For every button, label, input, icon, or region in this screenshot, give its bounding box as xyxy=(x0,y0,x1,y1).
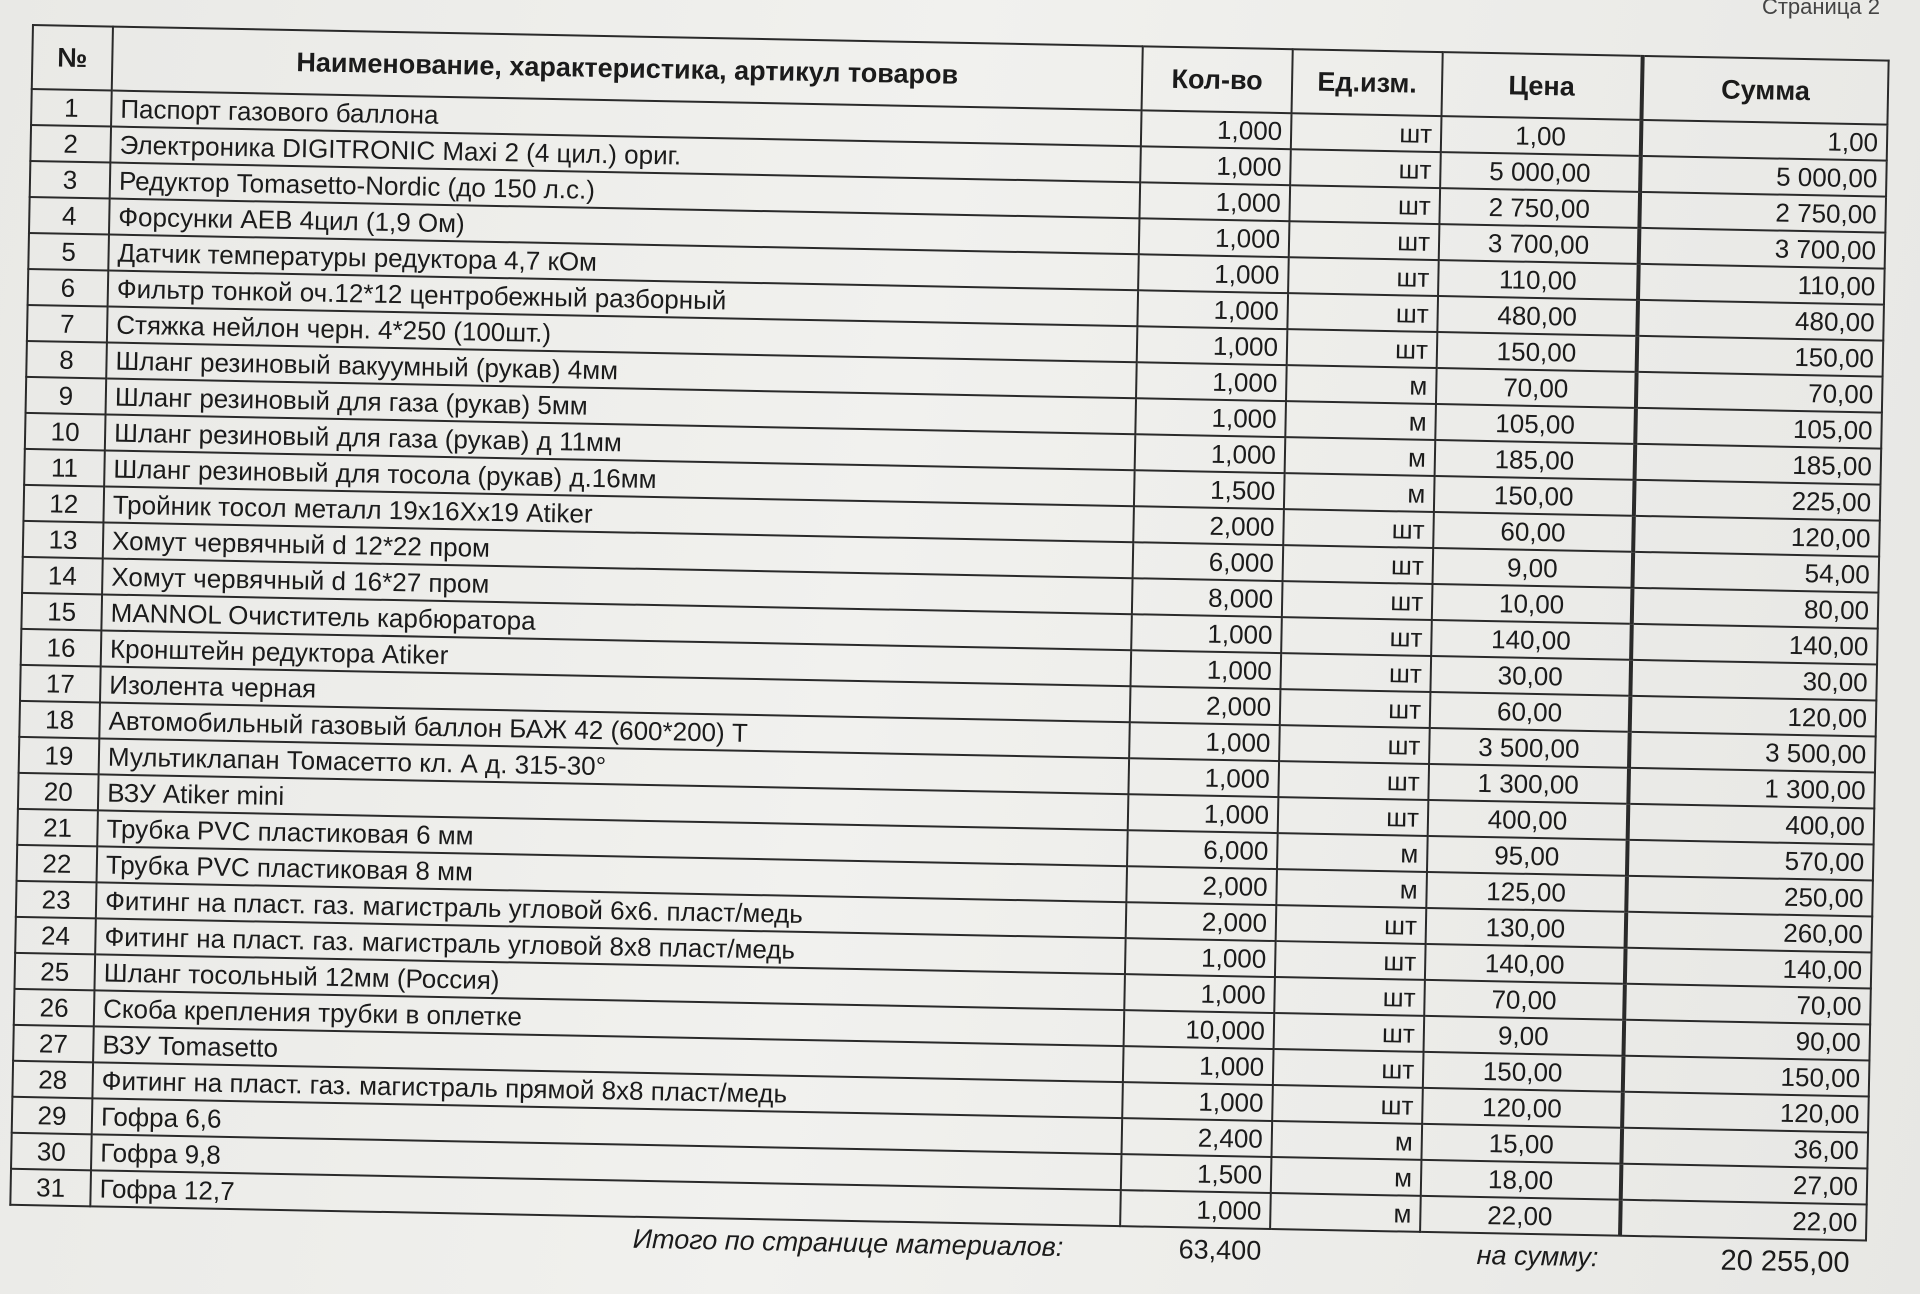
row-sum: 27,00 xyxy=(1621,1164,1868,1205)
row-name: Фитинг на пласт. газ. магистраль угловой 8х8 пласт/медь xyxy=(95,918,1126,974)
row-name: Шланг резиновый для тосола (рукав) д.16мм xyxy=(104,450,1135,506)
row-name: Трубка PVC пластиковая 6 мм xyxy=(97,810,1128,866)
row-name: ВЗУ Atiker mini xyxy=(98,774,1129,830)
totals-label: Итого по странице материалов: xyxy=(632,1223,1064,1263)
row-qty: 2,000 xyxy=(1133,506,1284,545)
row-name: Гофра 6,6 xyxy=(92,1098,1123,1154)
row-qty: 6,000 xyxy=(1133,542,1284,581)
row-name: Редуктор Tomasetto-Nordic (до 150 л.с.) xyxy=(110,163,1141,219)
row-num: 30 xyxy=(11,1133,92,1171)
row-price: 400,00 xyxy=(1428,800,1629,840)
row-num: 1 xyxy=(31,89,112,127)
row-price: 105,00 xyxy=(1435,404,1636,444)
row-num: 18 xyxy=(19,701,100,739)
totals-sum-label: на сумму: xyxy=(1476,1239,1599,1273)
row-unit: шт xyxy=(1278,797,1429,836)
row-num: 14 xyxy=(22,557,103,595)
row-price: 9,00 xyxy=(1433,548,1634,588)
row-price: 5 000,00 xyxy=(1440,152,1641,192)
row-unit: шт xyxy=(1275,941,1426,980)
row-num: 4 xyxy=(29,197,110,235)
row-qty: 2,000 xyxy=(1126,866,1277,905)
row-sum: 250,00 xyxy=(1626,876,1873,917)
row-num: 12 xyxy=(23,485,104,523)
row-price: 130,00 xyxy=(1426,908,1627,948)
row-name: Скоба крепления трубки в оплетке xyxy=(94,990,1125,1046)
row-num: 5 xyxy=(28,233,109,271)
row-sum: 105,00 xyxy=(1635,408,1882,449)
row-qty: 2,000 xyxy=(1130,686,1281,725)
row-qty: 1,000 xyxy=(1137,326,1288,365)
row-name: Паспорт газового баллона xyxy=(111,91,1142,147)
row-sum: 90,00 xyxy=(1623,1020,1870,1061)
row-price: 185,00 xyxy=(1435,440,1636,480)
row-sum: 140,00 xyxy=(1625,948,1872,989)
row-qty: 6,000 xyxy=(1127,830,1278,869)
row-num: 31 xyxy=(10,1169,91,1207)
row-name: Тройник тосол металл 19х16Хх19 Atiker xyxy=(103,486,1134,542)
row-sum: 570,00 xyxy=(1627,840,1874,881)
row-sum: 70,00 xyxy=(1636,372,1883,413)
row-name: Фитинг на пласт. газ. магистраль прямой 8х8 пласт/медь xyxy=(92,1062,1123,1118)
row-qty: 1,000 xyxy=(1128,758,1279,797)
row-sum: 120,00 xyxy=(1633,516,1880,557)
row-sum: 140,00 xyxy=(1631,624,1878,665)
row-unit: шт xyxy=(1291,113,1442,152)
items-table xyxy=(9,24,1889,1241)
row-name: Форсунки AEB 4цил (1,9 Ом) xyxy=(109,199,1140,255)
row-price: 3 500,00 xyxy=(1429,728,1630,768)
row-unit: шт xyxy=(1273,1049,1424,1088)
row-qty: 1,000 xyxy=(1125,938,1276,977)
row-qty: 1,000 xyxy=(1129,722,1280,761)
row-name: Гофра 9,8 xyxy=(91,1134,1122,1190)
row-num: 21 xyxy=(17,809,98,847)
row-price: 3 700,00 xyxy=(1439,224,1640,264)
row-qty: 1,000 xyxy=(1124,974,1275,1013)
row-sum: 260,00 xyxy=(1626,912,1873,953)
row-name: Фитинг на пласт. газ. магистраль угловой 6х6. пласт/медь xyxy=(96,882,1127,938)
header-qty: Кол-во xyxy=(1142,46,1293,113)
row-unit: шт xyxy=(1280,653,1431,692)
row-unit: шт xyxy=(1289,221,1440,260)
row-qty: 1,000 xyxy=(1128,794,1279,833)
row-num: 7 xyxy=(27,305,108,343)
row-num: 23 xyxy=(16,881,97,919)
row-num: 20 xyxy=(18,773,99,811)
row-num: 26 xyxy=(14,989,95,1027)
table-body xyxy=(10,89,1887,1240)
totals-qty: 63,400 xyxy=(1178,1234,1262,1266)
row-qty: 1,000 xyxy=(1122,1082,1273,1121)
row-qty: 2,400 xyxy=(1122,1118,1273,1157)
row-unit: шт xyxy=(1282,581,1433,620)
row-unit: шт xyxy=(1287,293,1438,332)
row-unit: м xyxy=(1270,1193,1421,1232)
row-qty: 1,000 xyxy=(1131,614,1282,653)
row-num: 29 xyxy=(12,1097,93,1135)
row-unit: м xyxy=(1284,473,1435,512)
row-unit: м xyxy=(1286,365,1437,404)
row-price: 140,00 xyxy=(1431,620,1632,660)
row-unit: шт xyxy=(1281,617,1432,656)
row-num: 16 xyxy=(21,629,102,667)
row-price: 70,00 xyxy=(1436,368,1637,408)
row-unit: шт xyxy=(1288,257,1439,296)
row-qty: 8,000 xyxy=(1132,578,1283,617)
row-qty: 1,000 xyxy=(1138,254,1289,293)
row-price: 1 300,00 xyxy=(1428,764,1629,804)
row-unit: м xyxy=(1285,401,1436,440)
row-price: 150,00 xyxy=(1423,1052,1624,1092)
row-num: 2 xyxy=(30,125,111,163)
row-name: Мультиклапан Томасетто кл. А д. 315-30° xyxy=(99,738,1130,794)
page-label: Страница 2 xyxy=(1761,0,1880,19)
row-qty: 1,000 xyxy=(1140,146,1291,185)
row-name: Шланг резиновый для газа (рукав) д 11мм xyxy=(105,414,1136,470)
row-sum: 80,00 xyxy=(1632,588,1879,629)
row-sum: 150,00 xyxy=(1637,336,1884,377)
row-name: Кронштейн редуктора Atiker xyxy=(101,630,1132,686)
row-price: 70,00 xyxy=(1424,980,1625,1020)
row-unit: шт xyxy=(1276,905,1427,944)
row-qty: 1,500 xyxy=(1134,470,1285,509)
row-sum: 120,00 xyxy=(1630,696,1877,737)
row-unit: шт xyxy=(1274,977,1425,1016)
row-price: 140,00 xyxy=(1425,944,1626,984)
row-unit: шт xyxy=(1278,761,1429,800)
row-qty: 10,000 xyxy=(1124,1010,1275,1049)
row-name: Электроника DIGITRONIC Maxi 2 (4 цил.) ориг. xyxy=(110,127,1141,183)
row-sum: 3 500,00 xyxy=(1629,732,1876,773)
row-num: 6 xyxy=(28,269,109,307)
row-sum: 30,00 xyxy=(1630,660,1877,701)
row-unit: шт xyxy=(1272,1085,1423,1124)
row-unit: м xyxy=(1271,1157,1422,1196)
row-name: Шланг резиновый вакуумный (рукав) 4мм xyxy=(106,342,1137,398)
row-sum: 225,00 xyxy=(1634,480,1881,521)
row-qty: 1,000 xyxy=(1135,434,1286,473)
row-name: Гофра 12,7 xyxy=(90,1170,1121,1226)
row-num: 15 xyxy=(21,593,102,631)
row-sum: 1 300,00 xyxy=(1628,768,1875,809)
row-num: 22 xyxy=(17,845,98,883)
row-price: 150,00 xyxy=(1434,476,1635,516)
row-num: 17 xyxy=(20,665,101,703)
row-unit: шт xyxy=(1280,689,1431,728)
row-sum: 185,00 xyxy=(1635,444,1882,485)
row-sum: 480,00 xyxy=(1637,300,1884,341)
row-sum: 22,00 xyxy=(1620,1200,1867,1241)
row-price: 120,00 xyxy=(1422,1088,1623,1128)
row-num: 10 xyxy=(25,413,106,451)
row-price: 95,00 xyxy=(1427,836,1628,876)
row-num: 13 xyxy=(23,521,104,559)
row-name: Датчик температуры редуктора 4,7 кОм xyxy=(108,235,1139,291)
row-qty: 1,000 xyxy=(1139,218,1290,257)
row-sum: 5 000,00 xyxy=(1640,156,1887,197)
header-num: № xyxy=(32,25,113,91)
row-qty: 1,000 xyxy=(1123,1046,1274,1085)
row-num: 27 xyxy=(13,1025,94,1063)
row-name: Автомобильный газовый баллон БАЖ 42 (600*200) Т xyxy=(99,702,1130,758)
row-price: 15,00 xyxy=(1421,1124,1622,1164)
row-unit: м xyxy=(1271,1121,1422,1160)
row-num: 8 xyxy=(26,341,107,379)
row-num: 11 xyxy=(24,449,105,487)
row-unit: м xyxy=(1285,437,1436,476)
row-qty: 1,000 xyxy=(1135,398,1286,437)
row-qty: 1,000 xyxy=(1137,290,1288,329)
row-unit: шт xyxy=(1283,509,1434,548)
row-qty: 1,500 xyxy=(1121,1154,1272,1193)
row-price: 30,00 xyxy=(1430,656,1631,696)
row-unit: шт xyxy=(1287,329,1438,368)
row-name: Хомут червячный d 12*22 пром xyxy=(103,522,1134,578)
row-price: 480,00 xyxy=(1437,296,1638,336)
header-sum: Сумма xyxy=(1641,56,1888,125)
row-num: 24 xyxy=(15,917,96,955)
row-sum: 400,00 xyxy=(1628,804,1875,845)
invoice-sheet xyxy=(8,24,1887,1287)
row-price: 22,00 xyxy=(1420,1196,1621,1236)
row-sum: 3 700,00 xyxy=(1639,228,1886,269)
row-qty: 1,000 xyxy=(1136,362,1287,401)
row-num: 19 xyxy=(19,737,100,775)
row-unit: шт xyxy=(1289,185,1440,224)
row-price: 150,00 xyxy=(1437,332,1638,372)
row-sum: 54,00 xyxy=(1632,552,1879,593)
row-name: ВЗУ Tomasetto xyxy=(93,1026,1124,1082)
row-name: Шланг резиновый для газа (рукав) 5мм xyxy=(106,378,1137,434)
row-unit: м xyxy=(1276,869,1427,908)
row-qty: 1,000 xyxy=(1139,182,1290,221)
row-num: 28 xyxy=(12,1061,93,1099)
header-name: Наименование, характеристика, артикул товаров xyxy=(112,27,1143,111)
row-price: 18,00 xyxy=(1421,1160,1622,1200)
row-name: Хомут червячный d 16*27 пром xyxy=(102,558,1133,614)
row-name: MANNOL Очиститель карбюратора xyxy=(101,594,1132,650)
row-price: 1,00 xyxy=(1441,116,1642,156)
row-name: Трубка PVC пластиковая 8 мм xyxy=(97,846,1128,902)
row-qty: 1,000 xyxy=(1141,110,1292,149)
row-unit: шт xyxy=(1279,725,1430,764)
row-sum: 110,00 xyxy=(1638,264,1885,305)
row-sum: 2 750,00 xyxy=(1639,192,1886,233)
row-unit: шт xyxy=(1274,1013,1425,1052)
totals-sum: 20 255,00 xyxy=(1720,1244,1850,1280)
row-qty: 1,000 xyxy=(1130,650,1281,689)
header-unit: Ед.изм. xyxy=(1292,49,1443,116)
row-unit: шт xyxy=(1283,545,1434,584)
row-price: 9,00 xyxy=(1424,1016,1625,1056)
row-price: 10,00 xyxy=(1432,584,1633,624)
row-num: 25 xyxy=(14,953,95,991)
row-qty: 1,000 xyxy=(1120,1190,1271,1229)
row-sum: 150,00 xyxy=(1623,1056,1870,1097)
header-price: Цена xyxy=(1441,52,1642,120)
row-sum: 36,00 xyxy=(1621,1128,1868,1169)
row-price: 125,00 xyxy=(1426,872,1627,912)
row-name: Фильтр тонкой оч.12*12 центробежный разборный xyxy=(108,271,1139,327)
row-unit: м xyxy=(1277,833,1428,872)
row-price: 60,00 xyxy=(1430,692,1631,732)
row-name: Шланг тосольный 12мм (Россия) xyxy=(94,954,1125,1010)
row-price: 60,00 xyxy=(1433,512,1634,552)
row-name: Стяжка нейлон черн. 4*250 (100шт.) xyxy=(107,307,1138,363)
row-num: 3 xyxy=(30,161,111,199)
row-sum: 120,00 xyxy=(1622,1092,1869,1133)
row-price: 110,00 xyxy=(1438,260,1639,300)
row-qty: 2,000 xyxy=(1126,902,1277,941)
row-price: 2 750,00 xyxy=(1439,188,1640,228)
row-sum: 1,00 xyxy=(1641,120,1888,161)
row-num: 9 xyxy=(26,377,107,415)
row-name: Изолента черная xyxy=(100,666,1131,722)
row-unit: шт xyxy=(1290,149,1441,188)
row-sum: 70,00 xyxy=(1624,984,1871,1025)
